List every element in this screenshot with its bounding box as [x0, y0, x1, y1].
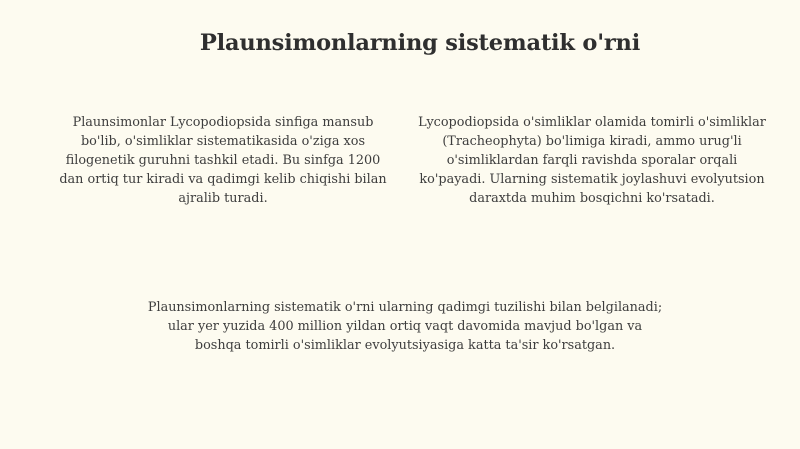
paragraph-left: Plaunsimonlar Lycopodiopsida sinfiga mansub bo'lib, o'simliklar sistematikasida o'ziga xos filogenetik guruhni tashkil etadi. Bu sinfga 1200 dan ortiq tur kiradi va qadimgi kelib chiqishi bilan ajralib turadi.: [59, 115, 387, 206]
slide-title: Plaunsimonlarning sistematik o'rni: [199, 30, 641, 56]
paragraph-bottom: Plaunsimonlarning sistematik o'rni ularning qadimgi tuzilishi bilan belgilanadi; ular yer yuzida 400 million yildan ortiq vaqt davomida mavjud bo'lgan va boshqa tomirli o'simliklar evolyutsiyasiga katta ta'sir ko'rsatgan.: [147, 300, 663, 353]
paragraph-right: Lycopodiopsida o'simliklar olamida tomirli o'simliklar (Tracheophyta) bo'limiga kiradi, ammo urug'li o'simliklardan farqli ravishda sporalar orqali ko'payadi. Ularning sistematik joylashuvi evolyutsion daraxtda muhim bosqichni ko'rsatadi.: [418, 115, 766, 206]
